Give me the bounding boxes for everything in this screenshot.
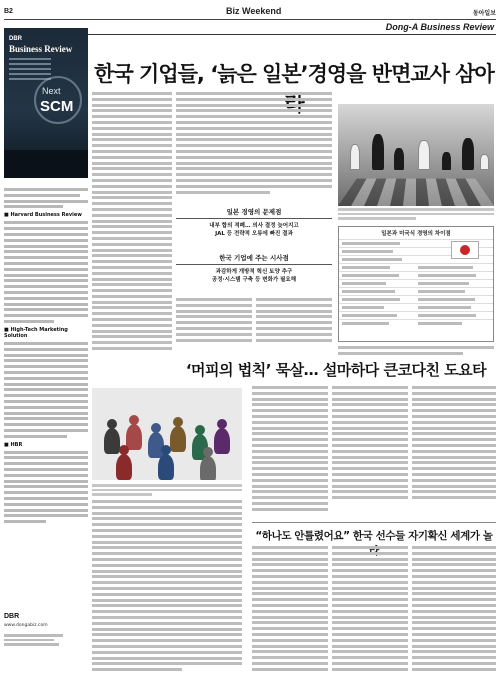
summary-box-2 xyxy=(176,254,332,284)
sidebar-footer xyxy=(4,613,88,648)
body-column-1 xyxy=(92,92,172,353)
summary-box-2-line-1: 과감하게 개방적 혁신 토양 추구 xyxy=(215,269,293,275)
section-title: Biz Weekend xyxy=(226,6,282,16)
page-number: B2 xyxy=(4,8,13,15)
dolls-photo xyxy=(92,388,242,480)
chess-photo-caption xyxy=(338,208,494,222)
sidebar xyxy=(4,28,88,687)
main-headline: 한국 기업들, ‘늙은 일본’경영을 반면교사 삼아라 xyxy=(94,62,494,116)
newspaper-brand: 동아일보 xyxy=(472,10,496,17)
comparison-table-title: 일본과 미국식 경영의 차이점 xyxy=(381,231,451,237)
sidebar-heading-1: ■ Harvard Business Review xyxy=(4,212,82,219)
dolls-photo-caption xyxy=(92,484,242,498)
body-column-8 xyxy=(252,546,328,674)
summary-box-1-line-1: 내부 합의 적폐… 의사 결정 늦어지고 xyxy=(209,223,299,229)
magazine-cover xyxy=(4,28,88,178)
body-column-3 xyxy=(338,346,494,358)
third-headline: “하나도 안틀렸어요” 한국 선수들 자기확신 세계가 놀 xyxy=(255,530,493,542)
footer-site[interactable]: www.dongabiz.com xyxy=(4,623,48,628)
page-header xyxy=(4,4,496,20)
cover-bottom-band xyxy=(4,150,88,178)
second-headline: ‘머피의 법칙’ 묵살… 설마하다 큰코다친 도요타 xyxy=(185,361,487,379)
body-column-4 xyxy=(92,500,242,674)
summary-box-2-line-2: 공정·시스템 구축 등 변화가 필요해 xyxy=(211,277,297,283)
body-column-6 xyxy=(332,386,408,502)
summary-box-1-line-2: JAL 등 전략적 오류에 빠진 결과 xyxy=(215,231,293,237)
series-title: Dong-A Business Review xyxy=(385,22,494,32)
summary-box-1-title: 일본 경영의 문제점 xyxy=(226,208,282,216)
body-column-2 xyxy=(176,92,332,196)
footer-logo: DBR xyxy=(4,613,20,620)
summary-box-2-title: 한국 기업에 주는 시사점 xyxy=(219,254,289,262)
cover-masthead: Business Review xyxy=(9,44,73,54)
body-column-9 xyxy=(332,546,408,674)
japan-flag-icon xyxy=(451,241,479,259)
sidebar-heading-3: ■ HBR xyxy=(4,441,23,448)
section-divider xyxy=(252,522,496,523)
sidebar-heading-2: ■ High-Tech Marketing Solution xyxy=(4,326,68,339)
body-column-2c xyxy=(256,298,332,344)
body-column-5 xyxy=(252,386,328,514)
cover-topic: SCM xyxy=(40,98,74,115)
comparison-table xyxy=(338,226,494,342)
body-column-2b xyxy=(176,298,252,344)
chess-photo xyxy=(338,104,494,206)
summary-box-1 xyxy=(176,208,332,238)
cover-masthead-top: DBR xyxy=(9,36,22,42)
sidebar-text xyxy=(4,188,88,526)
cover-next: Next xyxy=(42,86,61,96)
body-column-10 xyxy=(412,546,496,674)
body-column-7 xyxy=(412,386,496,502)
